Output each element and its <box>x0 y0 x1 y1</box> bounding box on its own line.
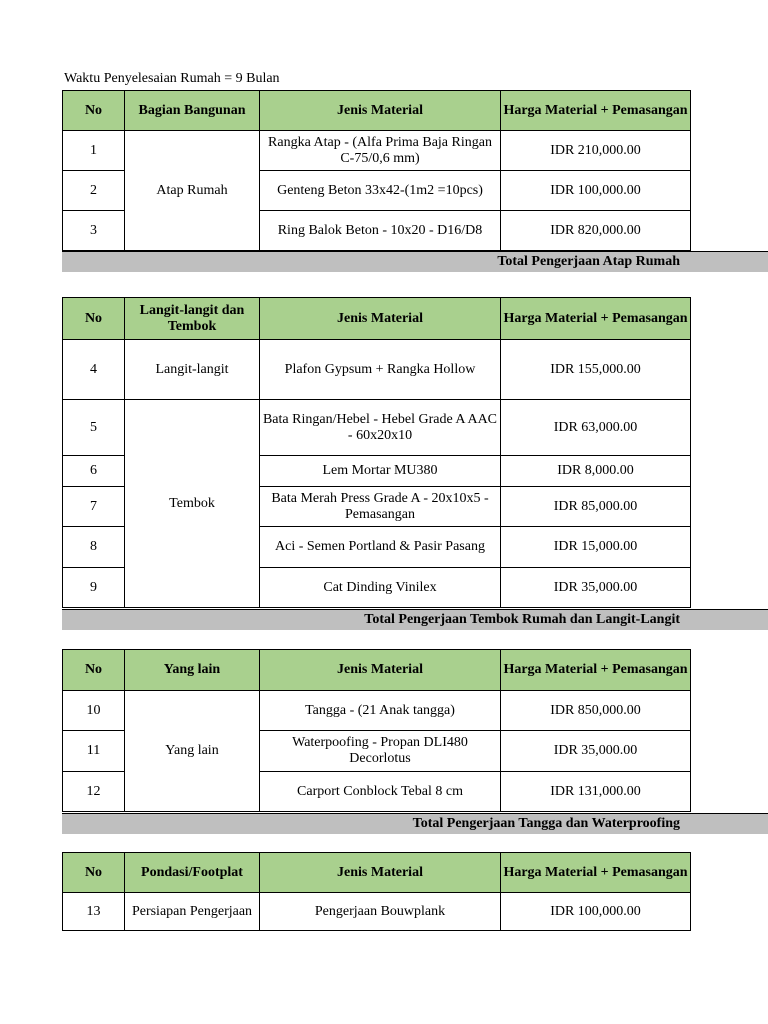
row-no: 11 <box>63 731 125 772</box>
row-price: IDR 85,000.00 <box>501 487 691 527</box>
table-atap-rumah <box>62 90 691 251</box>
row-material: Plafon Gypsum + Rangka Hollow <box>260 340 501 400</box>
row-material: Cat Dinding Vinilex <box>260 568 501 608</box>
row-price: IDR 100,000.00 <box>501 893 691 931</box>
row-no: 1 <box>63 131 125 171</box>
header-category: Langit-langit dan Tembok <box>125 298 260 340</box>
row-material: Pengerjaan Bouwplank <box>260 893 501 931</box>
header-price: Harga Material + Pemasangan <box>501 853 691 893</box>
table-row <box>63 893 691 931</box>
table-row <box>63 400 691 456</box>
row-no: 8 <box>63 527 125 568</box>
table-row <box>63 340 691 400</box>
row-material: Ring Balok Beton - 10x20 - D16/D8 <box>260 211 501 251</box>
row-material: Carport Conblock Tebal 8 cm <box>260 772 501 812</box>
total-bar-tangga <box>62 813 768 834</box>
row-material: Waterpoofing - Propan DLI480 Decorlotus <box>260 731 501 772</box>
table-yang-lain <box>62 649 691 812</box>
row-material: Rangka Atap - (Alfa Prima Baja Ringan C-75/0,6 mm) <box>260 131 501 171</box>
header-no: No <box>63 91 125 131</box>
table-pondasi <box>62 852 691 931</box>
total-label: Total Pengerjaan Tangga dan Waterproofing <box>412 816 680 831</box>
header-material: Jenis Material <box>260 853 501 893</box>
row-price: IDR 35,000.00 <box>501 731 691 772</box>
header-material: Jenis Material <box>260 298 501 340</box>
row-material: Tangga - (21 Anak tangga) <box>260 691 501 731</box>
header-row <box>63 298 691 340</box>
row-no: 5 <box>63 400 125 456</box>
header-row <box>63 853 691 893</box>
header-no: No <box>63 853 125 893</box>
header-material: Jenis Material <box>260 650 501 691</box>
header-price: Harga Material + Pemasangan <box>501 650 691 691</box>
group-label: Langit-langit <box>125 340 260 400</box>
header-no: No <box>63 298 125 340</box>
row-material: Bata Merah Press Grade A - 20x10x5 - Pemasangan <box>260 487 501 527</box>
row-price: IDR 15,000.00 <box>501 527 691 568</box>
row-no: 7 <box>63 487 125 527</box>
header-category: Bagian Bangunan <box>125 91 260 131</box>
row-price: IDR 131,000.00 <box>501 772 691 812</box>
row-no: 2 <box>63 171 125 211</box>
row-no: 3 <box>63 211 125 251</box>
row-material: Bata Ringan/Hebel - Hebel Grade A AAC - 60x20x10 <box>260 400 501 456</box>
header-category: Yang lain <box>125 650 260 691</box>
header-row <box>63 650 691 691</box>
header-price: Harga Material + Pemasangan <box>501 91 691 131</box>
total-label: Total Pengerjaan Atap Rumah <box>497 254 680 269</box>
row-no: 9 <box>63 568 125 608</box>
row-price: IDR 850,000.00 <box>501 691 691 731</box>
header-category: Pondasi/Footplat <box>125 853 260 893</box>
table-row <box>63 691 691 731</box>
table-row <box>63 131 691 171</box>
group-label: Tembok <box>125 400 260 608</box>
completion-time-caption: Waktu Penyelesaian Rumah = 9 Bulan <box>64 71 280 86</box>
row-material: Genteng Beton 33x42-(1m2 =10pcs) <box>260 171 501 211</box>
row-price: IDR 63,000.00 <box>501 400 691 456</box>
total-bar-tembok <box>62 609 768 630</box>
row-no: 6 <box>63 456 125 487</box>
total-label: Total Pengerjaan Tembok Rumah dan Langit-Langit <box>364 612 680 627</box>
row-no: 12 <box>63 772 125 812</box>
row-category: Persiapan Pengerjaan <box>125 893 260 931</box>
row-material: Aci - Semen Portland & Pasir Pasang <box>260 527 501 568</box>
header-price: Harga Material + Pemasangan <box>501 298 691 340</box>
total-bar-atap <box>62 251 768 272</box>
row-no: 4 <box>63 340 125 400</box>
row-price: IDR 35,000.00 <box>501 568 691 608</box>
row-no: 13 <box>63 893 125 931</box>
table-langit-tembok <box>62 297 691 608</box>
header-row <box>63 91 691 131</box>
header-no: No <box>63 650 125 691</box>
row-price: IDR 210,000.00 <box>501 131 691 171</box>
row-price: IDR 8,000.00 <box>501 456 691 487</box>
row-price: IDR 820,000.00 <box>501 211 691 251</box>
row-price: IDR 100,000.00 <box>501 171 691 211</box>
group-label: Yang lain <box>125 691 260 812</box>
row-no: 10 <box>63 691 125 731</box>
row-price: IDR 155,000.00 <box>501 340 691 400</box>
group-label: Atap Rumah <box>125 131 260 251</box>
row-material: Lem Mortar MU380 <box>260 456 501 487</box>
header-material: Jenis Material <box>260 91 501 131</box>
